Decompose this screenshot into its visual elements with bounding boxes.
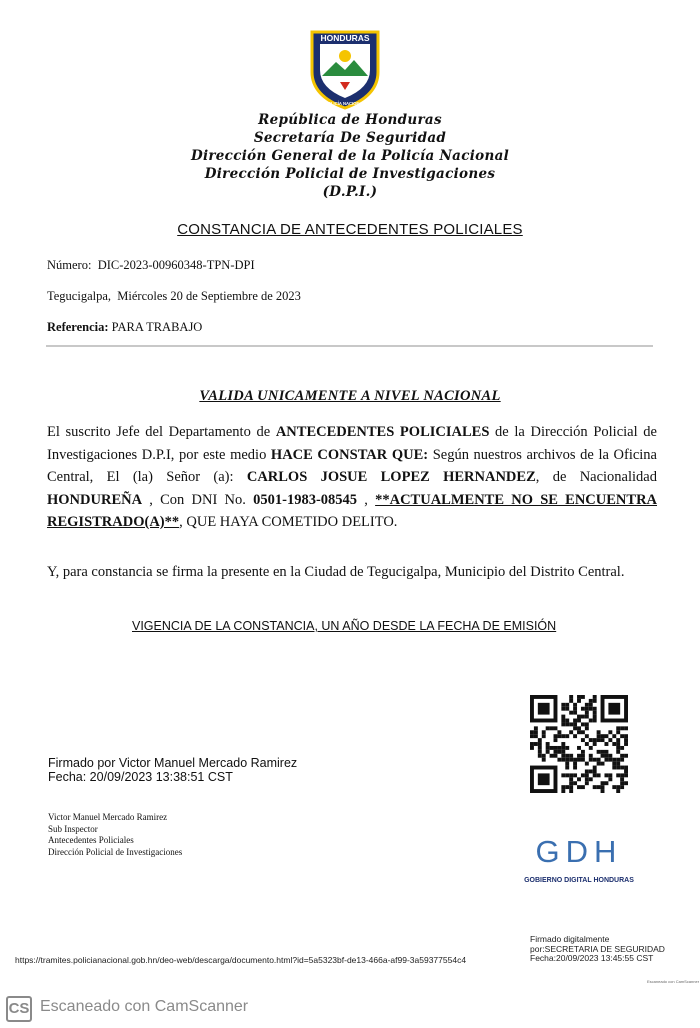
- scanner-tiny-note: Escaneado con CamScanner: [647, 979, 700, 984]
- body-text: , QUE HAYA COMETIDO DELITO.: [179, 514, 398, 530]
- gdh-caption: GOBIERNO DIGITAL HONDURAS: [524, 877, 634, 884]
- signature-details: [48, 812, 182, 858]
- body-text: , de Nacionalidad: [535, 469, 657, 485]
- record-status: **ACTUALMENTE NO SE ENCUENTRA REGISTRADO(A)**: [47, 491, 658, 530]
- dni-number: 0501-1983-08545: [253, 491, 358, 508]
- signed-by: Firmado por Victor Manuel Mercado Ramirez: [48, 756, 298, 770]
- logo-text-top: HONDURAS: [320, 33, 370, 43]
- header-line-2: Secretaría De Seguridad: [253, 130, 447, 146]
- number-value: DIC-2023-00960348-TPN-DPI: [97, 258, 255, 272]
- reference: [47, 320, 202, 335]
- policia-nacional-logo: [306, 26, 384, 110]
- date-value: Miércoles 20 de Septiembre de 2023: [117, 289, 301, 303]
- divider: [46, 345, 653, 347]
- body-text: de la Dirección Policial de Investigaciones D.P.I, por este medio: [47, 424, 657, 463]
- person-name: CARLOS JOSUE LOPEZ HERNANDEZ: [246, 469, 536, 485]
- signer-name: Victor Manuel Mercado Ramirez: [48, 812, 168, 822]
- body-text: , Con DNI No.: [142, 491, 254, 508]
- document-title: CONSTANCIA DE ANTECEDENTES POLICIALES: [177, 221, 523, 238]
- logo-text-bottom: POLICÍA NACIONAL: [324, 101, 366, 106]
- number-label: Número:: [47, 258, 92, 272]
- place-label: Tegucigalpa,: [47, 289, 112, 303]
- qr-code-icon: [530, 695, 628, 793]
- department-name: ANTECEDENTES POLICIALES: [275, 424, 490, 440]
- document-url[interactable]: https://tramites.policianacional.gob.hn/deo-web/descarga/documento.html?id=5a5323bf-de13-466a-af99-3a59377554c4: [15, 955, 467, 965]
- body-paragraph-2: Y, para constancia se firma la presente en la Ciudad de Tegucigalpa, Municipio del Distrito Central.: [47, 564, 625, 580]
- header-line-4: Dirección Policial de Investigaciones: [204, 166, 496, 182]
- document-number: [47, 258, 255, 273]
- reference-value: PARA TRABAJO: [111, 320, 203, 334]
- digital-line-1: Firmado digitalmente: [530, 934, 610, 944]
- vigencia-note: VIGENCIA DE LA CONSTANCIA, UN AÑO DESDE LA FECHA DE EMISIÓN: [132, 619, 557, 633]
- header-line-3: Dirección General de la Policía Nacional: [190, 148, 510, 164]
- signer-rank: Sub Inspector: [48, 823, 98, 834]
- gdh-logo: [522, 830, 637, 885]
- signed-block: [48, 756, 297, 784]
- digital-line-3: Fecha:20/09/2023 13:45:55 CST: [530, 953, 654, 963]
- place-date: [47, 289, 301, 304]
- validity-heading: VALIDA UNICAMENTE A NIVEL NACIONAL: [199, 388, 501, 404]
- header-line-1: República de Honduras: [258, 112, 442, 128]
- digital-line-2: por:SECRETARIA DE SEGURIDAD: [530, 943, 665, 954]
- signer-department: Antecedentes Policiales: [48, 835, 134, 845]
- header-line-5: (D.P.I.): [322, 184, 378, 200]
- hace-constar: HACE CONSTAR QUE:: [270, 446, 429, 463]
- camscanner-text: Escaneado con CamScanner: [40, 998, 249, 1015]
- signer-direction: Dirección Policial de Investigaciones: [48, 846, 183, 857]
- nationality: HONDUREÑA: [47, 491, 143, 508]
- body-paragraph-1: [47, 421, 657, 534]
- body-text: ,: [357, 491, 376, 508]
- digital-signature: [530, 935, 665, 964]
- reference-label: Referencia:: [47, 320, 109, 334]
- body-text: El suscrito Jefe del Departamento de: [47, 424, 276, 440]
- body-text: Según nuestros archivos de la Oficina Central, El (la) Señor (a):: [47, 446, 657, 485]
- gdh-logo-text: GDH: [535, 834, 623, 869]
- camscanner-icon: CS: [6, 996, 32, 1022]
- signed-date: Fecha: 20/09/2023 13:38:51 CST: [48, 770, 233, 784]
